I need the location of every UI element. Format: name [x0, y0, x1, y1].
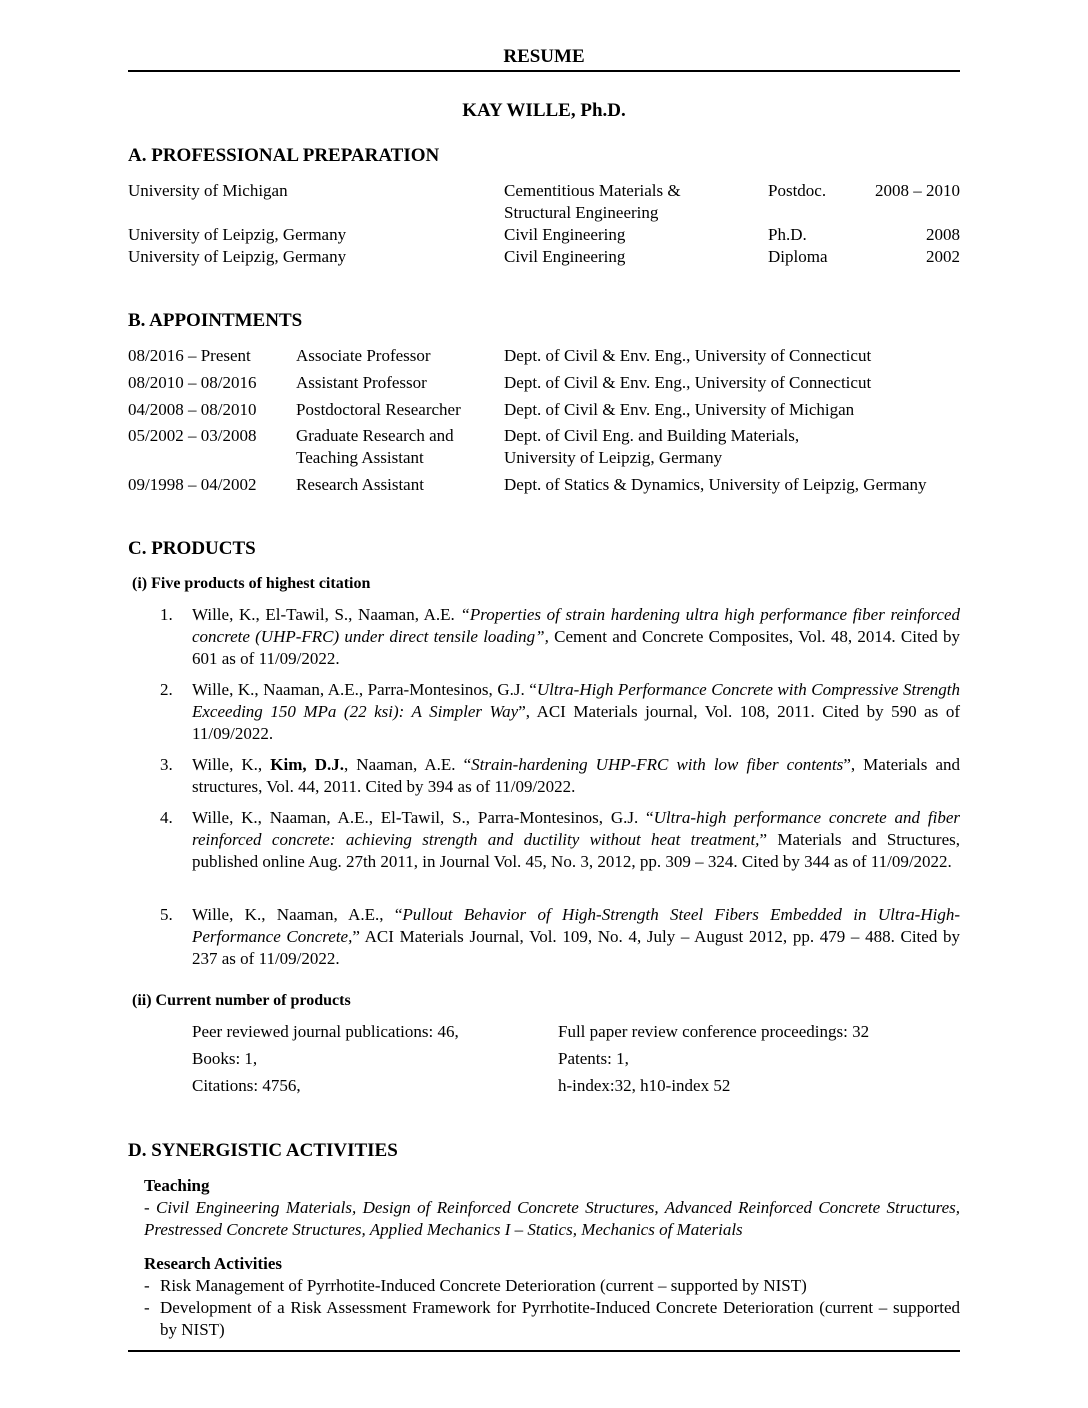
appointment-dept: Dept. of Civil & Env. Eng., University of Connecticut [504, 373, 872, 392]
publication-authors: Wille, K., Naaman, A.E., “ [192, 905, 403, 924]
prep-institution: University of Leipzig, Germany [128, 247, 347, 266]
prep-institution: University of Leipzig, Germany [128, 225, 347, 244]
publication-number: 2. [160, 680, 173, 699]
research-text: Risk Management of Pyrrhotite-Induced Concrete Deterioration (current – supported by NIST) [160, 1276, 807, 1295]
publication-number: 5. [160, 905, 173, 924]
product-count-journals: Peer reviewed journal publications: 46, [192, 1022, 459, 1041]
section-heading-appointments: B. APPOINTMENTS [128, 310, 303, 331]
appointment-position: Postdoctoral Researcher [296, 400, 461, 419]
section-heading-preparation: A. PROFESSIONAL PREPARATION [128, 145, 440, 166]
prep-degree: Postdoc. [768, 181, 827, 200]
publication-source: ”, ACI Materials journal, Vol. 108, 2011. Cited by 590 as of 11/09/2022. [192, 702, 960, 743]
publication-source: ”, Materials and structures, Vol. 44, 2011. Cited by 394 as of 11/09/2022. [192, 755, 961, 796]
publication-text [192, 679, 960, 745]
section-heading-synergistic: D. SYNERGISTIC ACTIVITIES [128, 1140, 398, 1161]
research-item [144, 1275, 960, 1297]
bottom-rule [128, 1350, 960, 1352]
publication-title: “Properties of strain hardening ultra high performance fiber reinforced concrete (UHP-FRC) under direct tensile loading”, [192, 605, 960, 646]
appointment-position: Graduate Research and [296, 426, 454, 445]
publication-number: 4. [160, 808, 173, 827]
appointment-dates: 04/2008 – 08/2010 [128, 400, 257, 419]
appointment-dates: 08/2016 – Present [128, 346, 251, 365]
prep-year: 2008 – 2010 [875, 181, 960, 200]
publication-item [160, 679, 960, 745]
prep-year: 2002 [926, 247, 960, 266]
publication-number: 3. [160, 755, 173, 774]
appointment-position-cont: Teaching Assistant [296, 448, 424, 467]
prep-institution: University of Michigan [128, 181, 288, 200]
resume-page [128, 0, 960, 1408]
publication-source: ” ACI Materials Journal, Vol. 109, No. 4, July – August 2012, pp. 479 – 488. Cited by 237 as of 11/09/2022. [192, 927, 960, 968]
publication-title: Pullout Behavior of High-Strength Steel Fibers Embedded in Ultra-High-Performance Concrete, [192, 905, 960, 946]
teaching-heading: Teaching [144, 1176, 210, 1195]
appointment-dates: 05/2002 – 03/2008 [128, 426, 257, 445]
publication-text [192, 904, 960, 970]
product-count-books: Books: 1, [192, 1049, 258, 1068]
appointment-dept: Dept. of Statics & Dynamics, University of Leipzig, Germany [504, 475, 927, 494]
prep-field: Civil Engineering [504, 247, 626, 266]
subheading-highest-citation: (i) Five products of highest citation [132, 575, 371, 592]
prep-field: Cementitious Materials & [504, 181, 681, 200]
appointment-position: Assistant Professor [296, 373, 427, 392]
teaching-text: - Civil Engineering Materials, Design of Reinforced Concrete Structures, Advanced Reinforced Concrete Structures, Prestressed Concrete Structures, Applied Mechanics I – Statics, Mechanics of Materials [144, 1198, 960, 1239]
appointment-dept: Dept. of Civil Eng. and Building Materials, [504, 426, 800, 445]
prep-degree: Ph.D. [768, 225, 807, 244]
appointment-dept: Dept. of Civil & Env. Eng., University of Connecticut [504, 346, 872, 365]
appointment-position: Associate Professor [296, 346, 431, 365]
publication-authors: Wille, K., El-Tawil, S., Naaman, A.E. [192, 605, 461, 624]
appointment-position: Research Assistant [296, 475, 424, 494]
publication-text [192, 807, 960, 873]
publication-title: Strain-hardening UHP-FRC with low fiber contents [471, 755, 844, 774]
publication-item [160, 807, 960, 873]
prep-field: Civil Engineering [504, 225, 626, 244]
research-item [144, 1297, 960, 1341]
product-count-hindex: h-index:32, h10-index 52 [558, 1076, 731, 1095]
publication-item [160, 604, 960, 670]
publication-source: Cement and Concrete Composites, Vol. 48, 2014. Cited by 601 as of 11/09/2022. [192, 627, 960, 668]
person-name: KAY WILLE, Ph.D. [462, 100, 626, 121]
publication-text [192, 604, 960, 670]
publication-text [192, 754, 960, 798]
research-text: Development of a Risk Assessment Framework for Pyrrhotite-Induced Concrete Deterioration (current – supported by NIST) [160, 1298, 960, 1339]
publication-source: ” Materials and Structures, published online Aug. 27th 2011, in Journal Vol. 45, No. 3, 2012, pp. 309 – 324. Cited by 344 as of 11/09/2022. [192, 830, 960, 871]
publication-author-highlight: Kim, D.J. [270, 755, 344, 774]
publication-authors: Wille, K., [192, 755, 271, 774]
publication-title: Ultra-high performance concrete and fiber reinforced concrete: achieving strength and ductility without heat treatment, [192, 808, 960, 849]
document-title: RESUME [503, 46, 585, 67]
publication-title: Ultra-High Performance Concrete with Compressive Strength Exceeding 150 MPa (22 ksi): A Simpler Way [192, 680, 960, 721]
prep-field-cont: Structural Engineering [504, 203, 659, 222]
top-rule [128, 70, 960, 72]
prep-year: 2008 [926, 225, 960, 244]
publication-authors-cont: , Naaman, A.E. “ [343, 755, 472, 774]
subheading-current-products: (ii) Current number of products [132, 992, 351, 1009]
publication-item [160, 754, 960, 798]
section-heading-products: C. PRODUCTS [128, 538, 256, 559]
research-heading: Research Activities [144, 1254, 283, 1273]
product-count-proceedings: Full paper review conference proceedings: 32 [558, 1022, 870, 1041]
prep-degree: Diploma [768, 247, 828, 266]
research-bullet: - [144, 1298, 150, 1317]
research-bullet: - [144, 1276, 150, 1295]
publication-authors: Wille, K., Naaman, A.E., El-Tawil, S., Parra-Montesinos, G.J. “ [192, 808, 654, 827]
publication-authors: Wille, K., Naaman, A.E., Parra-Montesinos, G.J. “ [192, 680, 537, 699]
appointment-dates: 09/1998 – 04/2002 [128, 475, 257, 494]
product-count-patents: Patents: 1, [558, 1049, 629, 1068]
publication-number: 1. [160, 605, 173, 624]
appointment-dept: Dept. of Civil & Env. Eng., University of Michigan [504, 400, 855, 419]
publication-item [160, 904, 960, 970]
appointment-dept-cont: University of Leipzig, Germany [504, 448, 723, 467]
product-count-citations: Citations: 4756, [192, 1076, 301, 1095]
appointment-dates: 08/2010 – 08/2016 [128, 373, 257, 392]
